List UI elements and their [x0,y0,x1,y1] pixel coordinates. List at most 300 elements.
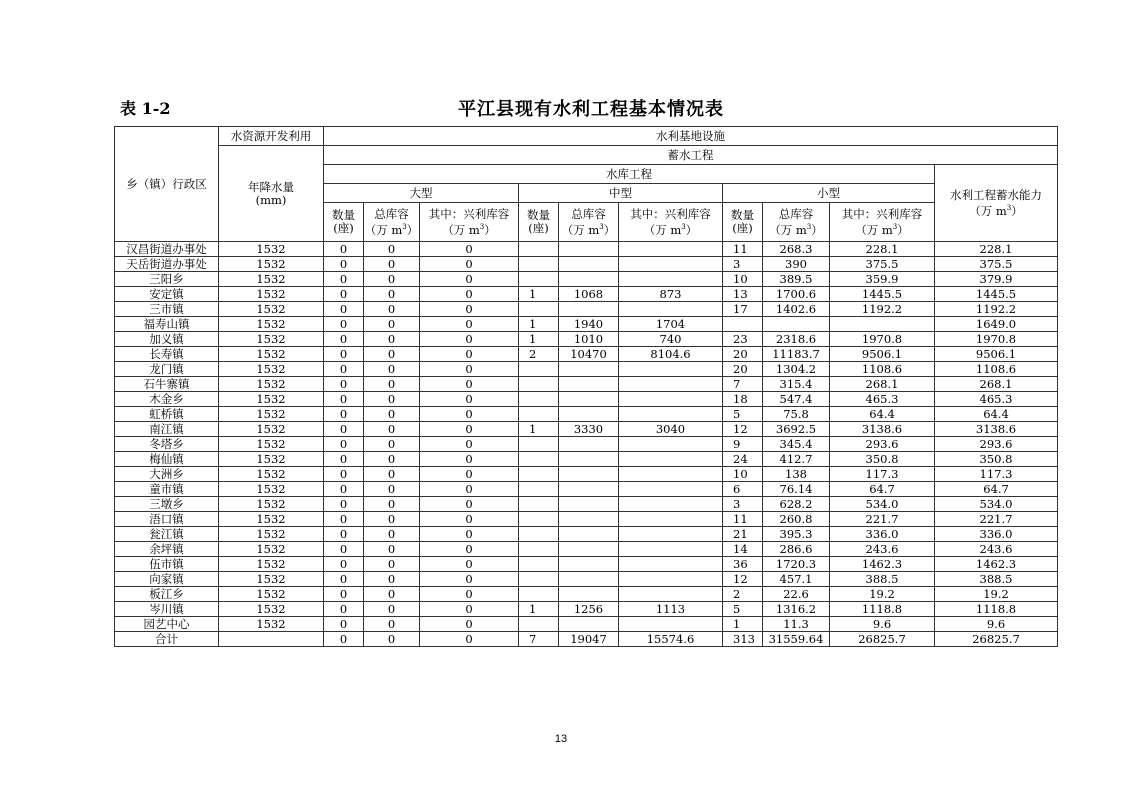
table-row [115,272,1058,287]
cell-region: 板江乡 [115,587,219,602]
cell-small-count: 9 [723,437,763,452]
cell-capacity: 228.1 [935,242,1058,257]
cell-large-total: 0 [364,542,420,557]
cell-medium-total [559,392,619,407]
header-large-useful-capacity-unit [420,221,518,237]
cell-small-count [723,317,763,332]
cell-medium-useful: 1113 [619,602,723,617]
header-medium-useful-capacity [619,203,723,242]
unit-text: （万 m [769,222,807,237]
header-medium-total-capacity-label: 总库容 [571,206,606,221]
cell-rainfall: 1532 [219,272,324,287]
cell-medium-total [559,452,619,467]
cell-medium-useful: 8104.6 [619,347,723,362]
cell-small-total: 412.7 [763,452,830,467]
cell-small-useful: 1462.3 [830,557,935,572]
cell-small-count: 10 [723,272,763,287]
cell-large-total: 0 [364,287,420,302]
cell-medium-count: 2 [519,347,559,362]
cell-large-useful: 0 [420,437,519,452]
header-capacity-unit-close: ） [1011,203,1023,218]
header-large-useful-capacity [420,203,519,242]
unit-close: ） [603,222,616,237]
header-large-count-label: 数量 [332,208,355,222]
cell-large-useful: 0 [420,377,519,392]
cell-region: 梅仙镇 [115,452,219,467]
header-small: 小型 [723,184,935,203]
table-row [115,332,1058,347]
cell-medium-total [559,497,619,512]
cell-capacity: 534.0 [935,497,1058,512]
cell-medium-count [519,407,559,422]
unit-text: (座) [732,221,753,235]
cell-small-total: 1316.2 [763,602,830,617]
cell-capacity: 3138.6 [935,422,1058,437]
cell-rainfall: 1532 [219,617,324,632]
cell-small-useful: 221.7 [830,512,935,527]
header-capacity-label: 水利工程蓄水能力 [950,187,1042,202]
cell-large-useful: 0 [420,512,519,527]
cell-large-useful: 0 [420,332,519,347]
cell-medium-total [559,242,619,257]
cell-medium-count [519,242,559,257]
unit-text: (座) [333,221,354,235]
cell-small-useful: 293.6 [830,437,935,452]
cell-small-total: 31559.64 [763,632,830,647]
cell-small-useful [830,317,935,332]
cell-large-useful: 0 [420,422,519,437]
cell-small-useful: 1108.6 [830,362,935,377]
cell-large-total: 0 [364,242,420,257]
cell-large-useful: 0 [420,272,519,287]
cell-small-total: 1304.2 [763,362,830,377]
cell-region: 南江镇 [115,422,219,437]
cell-medium-total: 1940 [559,317,619,332]
table-row [115,242,1058,257]
header-small-count [723,203,763,242]
table-row [115,467,1058,482]
unit-text: （万 m [442,222,480,237]
cell-rainfall: 1532 [219,257,324,272]
cell-medium-useful [619,437,723,452]
cell-medium-total [559,542,619,557]
total-row [115,632,1058,647]
cell-large-count: 0 [324,362,364,377]
cell-small-total: 76.14 [763,482,830,497]
cell-large-count: 0 [324,587,364,602]
cell-small-useful: 465.3 [830,392,935,407]
cell-large-total: 0 [364,362,420,377]
cell-rainfall: 1532 [219,542,324,557]
cell-medium-count [519,572,559,587]
cell-small-total: 138 [763,467,830,482]
cell-large-useful: 0 [420,242,519,257]
header-medium-count [519,203,559,242]
cell-small-count: 21 [723,527,763,542]
cell-small-count: 12 [723,422,763,437]
cell-small-total: 268.3 [763,242,830,257]
cell-capacity: 1118.8 [935,602,1058,617]
header-medium-useful-capacity-unit [619,221,722,237]
cell-rainfall: 1532 [219,557,324,572]
cell-medium-count [519,377,559,392]
cell-large-useful: 0 [420,542,519,557]
cell-rainfall: 1532 [219,392,324,407]
cell-medium-useful [619,377,723,392]
cell-large-useful: 0 [420,617,519,632]
cell-small-total: 1720.3 [763,557,830,572]
cell-region: 瓮江镇 [115,527,219,542]
cell-large-total: 0 [364,452,420,467]
cell-small-total: 315.4 [763,377,830,392]
cell-large-count: 0 [324,482,364,497]
unit-close: ） [897,222,909,237]
cell-large-count: 0 [324,302,364,317]
cell-medium-useful: 1704 [619,317,723,332]
cell-small-useful: 1445.5 [830,287,935,302]
cell-medium-count [519,257,559,272]
cell-capacity: 9506.1 [935,347,1058,362]
cell-medium-total [559,437,619,452]
cell-small-useful: 117.3 [830,467,935,482]
cell-medium-count [519,272,559,287]
table-row [115,377,1058,392]
cell-small-useful: 228.1 [830,242,935,257]
cell-large-useful: 0 [420,407,519,422]
header-small-total-capacity-unit [763,221,829,237]
cell-region: 园艺中心 [115,617,219,632]
cell-large-count: 0 [324,632,364,647]
cell-small-total: 3692.5 [763,422,830,437]
cell-rainfall: 1532 [219,347,324,362]
cell-rainfall: 1532 [219,482,324,497]
cell-medium-count [519,587,559,602]
cell-small-useful: 19.2 [830,587,935,602]
header-large-useful-capacity-label: 其中：兴利库容 [428,206,510,221]
unit-text: （万 m [561,222,600,237]
cell-capacity: 1462.3 [935,557,1058,572]
cell-small-count: 3 [723,257,763,272]
cell-small-useful: 64.4 [830,407,935,422]
cell-small-useful: 243.6 [830,542,935,557]
cell-region: 天岳街道办事处 [115,257,219,272]
header-large-total-capacity-unit [364,221,419,237]
cell-large-count: 0 [324,257,364,272]
cell-large-total: 0 [364,497,420,512]
cell-large-useful: 0 [420,632,519,647]
header-small-count-unit [723,222,762,235]
cell-large-count: 0 [324,317,364,332]
unit-text: （万 m [364,222,403,237]
table-row [115,437,1058,452]
header-small-total-capacity [763,203,830,242]
page-number: 13 [554,733,568,745]
table-row [115,347,1058,362]
cell-medium-useful [619,572,723,587]
cell-small-count: 7 [723,377,763,392]
cell-small-useful: 9506.1 [830,347,935,362]
cell-large-useful: 0 [420,527,519,542]
table-row [115,602,1058,617]
unit-text: （万 m [643,222,682,237]
page-title-text: 平江县现有水利工程基本情况表 [458,99,724,120]
cell-region: 汉昌街道办事处 [115,242,219,257]
cell-medium-total: 1068 [559,287,619,302]
cell-large-useful: 0 [420,602,519,617]
cell-small-total: 22.6 [763,587,830,602]
cell-rainfall: 1532 [219,497,324,512]
cell-small-total: 286.6 [763,542,830,557]
header-large-total-capacity-label: 总库容 [374,206,409,221]
header-rainfall-label: 年降水量 [248,179,294,194]
cell-capacity: 388.5 [935,572,1058,587]
cell-large-total: 0 [364,587,420,602]
table-row [115,257,1058,272]
cell-region: 冬塔乡 [115,437,219,452]
cell-region: 加义镇 [115,332,219,347]
cell-small-useful: 64.7 [830,482,935,497]
unit-text: (座) [528,221,549,235]
cell-medium-total [559,362,619,377]
cell-large-useful: 0 [420,467,519,482]
cell-medium-useful: 3040 [619,422,723,437]
header-infrastructure: 水利基地设施 [324,127,1058,146]
table-row [115,452,1058,467]
cell-large-count: 0 [324,287,364,302]
cell-capacity: 117.3 [935,467,1058,482]
cell-medium-count: 1 [519,602,559,617]
cell-large-total: 0 [364,572,420,587]
cell-capacity: 243.6 [935,542,1058,557]
cell-medium-count [519,302,559,317]
cell-small-count: 3 [723,497,763,512]
cell-large-total: 0 [364,392,420,407]
cell-small-total: 11.3 [763,617,830,632]
cell-region: 长寿镇 [115,347,219,362]
cell-small-total: 395.3 [763,527,830,542]
cell-large-total: 0 [364,632,420,647]
cell-small-count: 12 [723,572,763,587]
cell-medium-count: 1 [519,317,559,332]
cell-small-useful: 268.1 [830,377,935,392]
cell-small-useful: 1118.8 [830,602,935,617]
cell-medium-total [559,467,619,482]
cell-medium-useful [619,362,723,377]
cell-medium-useful: 740 [619,332,723,347]
cell-region: 木金乡 [115,392,219,407]
cell-large-count: 0 [324,347,364,362]
table-row [115,512,1058,527]
header-large: 大型 [324,184,519,203]
cell-large-count: 0 [324,527,364,542]
cell-rainfall: 1532 [219,452,324,467]
cell-region: 三阳乡 [115,272,219,287]
cell-medium-total [559,377,619,392]
cell-large-count: 0 [324,467,364,482]
cell-large-useful: 0 [420,452,519,467]
cell-capacity: 1970.8 [935,332,1058,347]
cell-medium-useful [619,617,723,632]
table-row [115,527,1058,542]
cell-large-total: 0 [364,257,420,272]
cell-small-total: 345.4 [763,437,830,452]
cell-medium-useful [619,272,723,287]
cell-capacity: 1192.2 [935,302,1058,317]
table-row [115,572,1058,587]
cell-medium-count [519,512,559,527]
header-capacity-unit-exp: 3 [1006,203,1012,212]
cell-large-count: 0 [324,392,364,407]
cell-medium-total [559,557,619,572]
cell-rainfall: 1532 [219,242,324,257]
table-row [115,422,1058,437]
cell-medium-useful [619,527,723,542]
table-row [115,482,1058,497]
cell-large-total: 0 [364,467,420,482]
header-reservoir-works: 水库工程 [324,165,935,184]
cell-medium-useful [619,467,723,482]
cell-medium-total [559,272,619,287]
cell-small-useful: 375.5 [830,257,935,272]
unit-exponent: 3 [806,222,812,231]
header-storage-works: 蓄水工程 [324,146,1058,165]
cell-small-count: 2 [723,587,763,602]
unit-close: ） [811,222,823,237]
cell-small-count: 11 [723,242,763,257]
cell-medium-count: 1 [519,287,559,302]
cell-large-useful: 0 [420,392,519,407]
cell-capacity: 1108.6 [935,362,1058,377]
cell-small-count: 13 [723,287,763,302]
unit-exponent: 3 [599,222,604,231]
cell-region: 三市镇 [115,302,219,317]
header-small-useful-capacity-unit [830,221,934,237]
cell-medium-count [519,362,559,377]
cell-large-total: 0 [364,317,420,332]
header-medium-count-unit [519,222,558,235]
cell-large-count: 0 [324,377,364,392]
unit-exponent: 3 [892,222,898,231]
cell-large-count: 0 [324,242,364,257]
cell-large-total: 0 [364,422,420,437]
cell-small-useful: 388.5 [830,572,935,587]
cell-capacity: 19.2 [935,587,1058,602]
unit-exponent: 3 [402,222,407,231]
cell-medium-total: 1256 [559,602,619,617]
cell-rainfall: 1532 [219,377,324,392]
cell-region: 福寿山镇 [115,317,219,332]
cell-large-useful: 0 [420,362,519,377]
cell-small-count: 11 [723,512,763,527]
header-small-count-label: 数量 [731,208,754,222]
cell-medium-total [559,302,619,317]
cell-medium-useful [619,257,723,272]
cell-region: 石牛寨镇 [115,377,219,392]
cell-small-useful: 1192.2 [830,302,935,317]
header-small-useful-capacity [830,203,935,242]
header-small-useful-capacity-label: 其中：兴利库容 [841,206,923,221]
cell-small-count: 1 [723,617,763,632]
cell-region: 大洲乡 [115,467,219,482]
cell-medium-total [559,617,619,632]
header-capacity [935,165,1058,242]
cell-capacity: 9.6 [935,617,1058,632]
cell-medium-count [519,467,559,482]
cell-small-count: 6 [723,482,763,497]
cell-large-count: 0 [324,272,364,287]
cell-medium-count [519,392,559,407]
cell-rainfall: 1532 [219,332,324,347]
header-region: 乡（镇）行政区 [115,127,219,242]
table-row [115,542,1058,557]
cell-large-total: 0 [364,272,420,287]
cell-small-count: 17 [723,302,763,317]
cell-capacity: 26825.7 [935,632,1058,647]
cell-rainfall: 1532 [219,512,324,527]
cell-medium-total: 19047 [559,632,619,647]
cell-large-useful: 0 [420,557,519,572]
cell-medium-useful: 873 [619,287,723,302]
cell-medium-useful [619,557,723,572]
table-row [115,497,1058,512]
header-small-total-capacity-label: 总库容 [778,206,814,221]
table-row [115,617,1058,632]
cell-rainfall: 1532 [219,572,324,587]
cell-large-total: 0 [364,602,420,617]
cell-large-count: 0 [324,602,364,617]
cell-medium-total: 3330 [559,422,619,437]
cell-large-useful: 0 [420,347,519,362]
unit-close: ） [685,222,698,237]
table-row [115,287,1058,302]
cell-small-total: 75.8 [763,407,830,422]
header-medium-total-capacity-unit [559,221,618,237]
cell-rainfall: 1532 [219,587,324,602]
water-works-table [114,126,1058,647]
cell-large-count: 0 [324,542,364,557]
cell-capacity: 64.7 [935,482,1058,497]
cell-medium-total [559,407,619,422]
header-medium: 中型 [519,184,723,203]
cell-region: 余坪镇 [115,542,219,557]
cell-large-total: 0 [364,332,420,347]
table-row [115,362,1058,377]
cell-medium-count [519,482,559,497]
cell-medium-count [519,527,559,542]
cell-medium-useful [619,242,723,257]
cell-small-count: 36 [723,557,763,572]
cell-large-useful: 0 [420,317,519,332]
header-large-count-unit [324,222,363,235]
cell-large-count: 0 [324,617,364,632]
unit-close: ） [484,222,496,237]
cell-medium-count: 1 [519,422,559,437]
cell-small-useful: 336.0 [830,527,935,542]
cell-capacity: 375.5 [935,257,1058,272]
cell-small-total: 2318.6 [763,332,830,347]
cell-medium-count [519,557,559,572]
cell-large-total: 0 [364,437,420,452]
header-medium-count-label: 数量 [527,208,550,222]
cell-large-count: 0 [324,572,364,587]
cell-medium-total: 1010 [559,332,619,347]
cell-rainfall: 1532 [219,602,324,617]
cell-capacity: 350.8 [935,452,1058,467]
table-row [115,407,1058,422]
cell-small-count: 20 [723,347,763,362]
cell-large-count: 0 [324,452,364,467]
cell-small-count: 18 [723,392,763,407]
